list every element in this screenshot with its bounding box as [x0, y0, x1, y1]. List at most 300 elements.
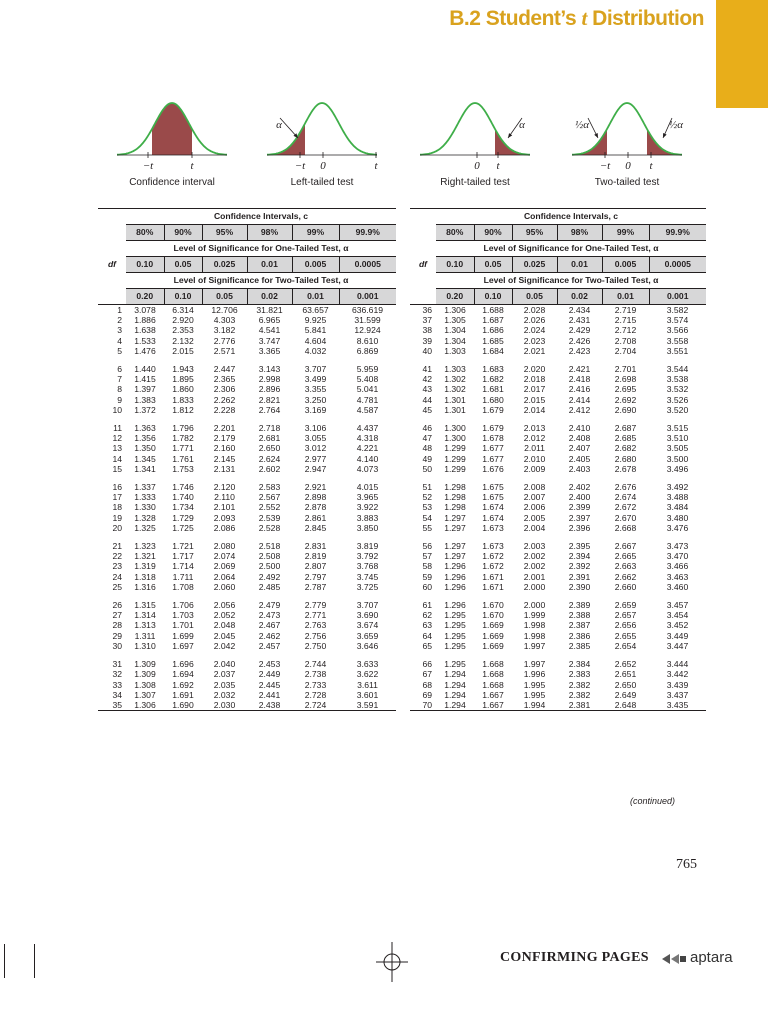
t-value: 2.431: [568, 315, 591, 326]
group-gap-cell: [98, 356, 396, 364]
two-tail-alpha-6: 0.001: [339, 289, 396, 305]
t-value: 1.294: [444, 669, 466, 680]
t-value: 1.299: [444, 443, 466, 454]
t-value: 3.510: [666, 433, 689, 444]
df-value: 62: [422, 610, 432, 621]
df-value: 36: [422, 305, 432, 315]
t-value: 2.353: [172, 325, 194, 336]
t-value: 1.998: [523, 630, 546, 641]
df-value: 7: [117, 374, 122, 385]
t-value: 1.686: [482, 325, 504, 336]
t-value: 2.382: [568, 679, 591, 690]
df-value: 40: [422, 345, 432, 356]
two-tail-alpha-5: 0.01: [602, 289, 649, 305]
df-value: 34: [112, 689, 122, 700]
t-value: 3.505: [666, 443, 689, 454]
t-value: 1.994: [512, 700, 557, 711]
two-tail-alpha-2: 0.10: [164, 289, 202, 305]
t-value: 2.539: [258, 512, 281, 523]
table-row: [410, 551, 706, 561]
t-value: 1.372: [134, 404, 156, 415]
t-value: 3.659: [356, 630, 379, 641]
t-value: 2.467: [258, 620, 281, 631]
t-value: 1.308: [134, 679, 156, 690]
t-value: 12.924: [354, 325, 381, 336]
t-value: 4.140: [356, 453, 379, 464]
t-value: 2.000: [523, 600, 546, 611]
t-value: 2.687: [614, 423, 637, 434]
t-value: 2.947: [304, 463, 327, 474]
normal-curve-2: [267, 103, 377, 155]
table-row: [98, 364, 396, 374]
t-value: 2.649: [614, 689, 637, 700]
alpha-arrow-left-label: α: [276, 119, 282, 131]
df-value: 39: [422, 335, 432, 346]
t-value: 3.250: [304, 394, 327, 405]
t-value: 2.657: [614, 610, 637, 621]
t-value: 2.977: [304, 453, 327, 464]
t-value: 6.314: [172, 305, 194, 315]
t-value: 1.833: [172, 394, 194, 405]
tick-label-4-1: −t: [599, 160, 611, 172]
t-table-right: [410, 208, 706, 711]
t-value: 2.583: [258, 482, 281, 493]
table-row: [98, 395, 396, 405]
t-value: 2.392: [568, 561, 591, 572]
t-value: 1.688: [482, 305, 504, 315]
t-value: 2.651: [614, 669, 637, 680]
t-value: 2.678: [614, 463, 637, 474]
one-tail-alpha-2: 0.05: [474, 257, 512, 273]
group-gap-cell: [410, 533, 706, 541]
t-value: 2.012: [523, 433, 546, 444]
one-tail-alpha-6: 0.0005: [339, 257, 396, 273]
df-value: 2: [117, 315, 122, 326]
df-value: 64: [422, 630, 432, 641]
t-value: 2.179: [213, 433, 236, 444]
t-value: 2.110: [214, 492, 235, 503]
t-value: 1.671: [482, 571, 504, 582]
t-value: 1.296: [444, 571, 466, 582]
t-value: 2.438: [247, 700, 292, 711]
t-value: 2.024: [523, 325, 546, 336]
t-value: 1.691: [172, 689, 194, 700]
t-value: 1.677: [482, 453, 504, 464]
df-value: 18: [112, 502, 122, 513]
t-value: 2.715: [614, 315, 637, 326]
t-value: 1.725: [172, 522, 194, 533]
t-value: 4.303: [213, 315, 236, 326]
df-value: 11: [113, 423, 122, 434]
df-value: 6: [117, 364, 122, 375]
t-value: 1.306: [444, 305, 466, 315]
df-value: 58: [422, 561, 432, 572]
t-value: 2.485: [258, 581, 281, 592]
t-value: 1.315: [134, 600, 156, 611]
t-value: 2.395: [568, 541, 591, 552]
t-value: 2.878: [304, 502, 327, 513]
df-value: 23: [112, 561, 122, 572]
t-value: 6.869: [356, 345, 379, 356]
t-value: 2.445: [258, 679, 281, 690]
table-row: [410, 395, 706, 405]
t-value: 2.017: [523, 384, 546, 395]
df-blank: [98, 209, 126, 225]
table-row: [98, 582, 396, 592]
t-value: 2.776: [213, 335, 236, 346]
t-value: 3.454: [666, 610, 689, 621]
table-row: [98, 541, 396, 551]
df-value: 38: [422, 325, 432, 336]
t-value: 2.763: [304, 620, 327, 631]
t-value: 2.069: [213, 561, 236, 572]
df-value: 15: [112, 463, 122, 474]
t-value: 2.648: [602, 700, 649, 711]
t-value: 1.296: [444, 561, 466, 572]
table-row: [98, 423, 396, 433]
df-value: 45: [422, 404, 432, 415]
table-row: [410, 423, 706, 433]
title-suffix: Distribution: [586, 7, 704, 30]
t-value: 1.295: [444, 630, 466, 641]
table-row: [98, 561, 396, 571]
t-value: 1.299: [444, 453, 466, 464]
t-value: 1.995: [523, 689, 546, 700]
t-value: 1.363: [134, 423, 156, 434]
two-tail-row: [410, 289, 706, 305]
table-row: [98, 384, 396, 394]
t-value: 2.449: [258, 669, 281, 680]
t-value: 1.298: [444, 502, 466, 513]
df-value: 17: [112, 492, 122, 503]
df-value: 30: [112, 640, 122, 651]
t-value: 2.403: [568, 463, 591, 474]
table-row: [410, 315, 706, 325]
table-row: [98, 523, 396, 533]
t-value: 2.473: [258, 610, 281, 621]
t-value: 2.738: [304, 669, 327, 680]
t-value: 3.538: [666, 374, 689, 385]
group-gap-cell: [98, 592, 396, 600]
t-value: 1.306: [126, 700, 164, 711]
t-value: 2.744: [304, 659, 327, 670]
t-value: 3.883: [356, 512, 379, 523]
t-value: 1.300: [444, 423, 466, 434]
t-value: 1.533: [134, 335, 156, 346]
table-row: [410, 454, 706, 464]
t-value: 3.707: [356, 600, 379, 611]
table-row: [410, 346, 706, 356]
t-value: 1.697: [172, 640, 194, 651]
t-value: 2.405: [568, 453, 591, 464]
t-value: 2.000: [523, 581, 546, 592]
one-tail-alpha-6: 0.0005: [649, 257, 706, 273]
table-row: [410, 405, 706, 415]
df-value: 19: [112, 512, 122, 523]
t-value: 3.437: [666, 689, 689, 700]
t-value: 2.462: [258, 630, 281, 641]
table-row: [98, 572, 396, 582]
t-value: 1.294: [436, 700, 474, 711]
t-value: 2.101: [213, 502, 236, 513]
t-value: 3.447: [666, 640, 689, 651]
t-value: 2.385: [568, 640, 591, 651]
table-row: [410, 610, 706, 620]
t-value: 1.307: [134, 689, 156, 700]
t-value: 3.601: [356, 689, 379, 700]
t-value: 2.663: [614, 561, 637, 572]
t-value: 2.712: [614, 325, 637, 336]
df-value: 3: [117, 325, 122, 336]
t-value: 2.602: [258, 463, 281, 474]
alpha-arrow-right-head: [508, 133, 512, 138]
t-value: 2.571: [213, 345, 236, 356]
group-gap-cell: [98, 533, 396, 541]
t-value: 2.921: [304, 482, 327, 493]
t-value: 3.500: [666, 453, 689, 464]
table-row: [98, 690, 396, 700]
t-value: 2.387: [568, 620, 591, 631]
t-value: 1.701: [172, 620, 194, 631]
t-value: 3.792: [356, 551, 379, 562]
t-value: 5.408: [356, 374, 379, 385]
t-value: 1.319: [134, 561, 156, 572]
t-value: 2.410: [568, 423, 591, 434]
table-row: [98, 336, 396, 346]
t-value: 3.922: [356, 502, 379, 513]
t-value: 31.821: [256, 305, 283, 315]
two-tail-header-row: [98, 273, 396, 289]
t-value: 2.132: [172, 335, 194, 346]
table-row: [98, 610, 396, 620]
t-value: 1.694: [172, 669, 194, 680]
table-row: [98, 620, 396, 630]
t-value: 2.650: [614, 679, 637, 690]
t-value: 1.297: [444, 551, 466, 562]
df-value: 14: [112, 453, 122, 464]
t-value: 1.638: [134, 325, 156, 336]
df-value: 53: [422, 502, 432, 513]
t-value: 3.355: [304, 384, 327, 395]
t-value: 3.492: [666, 482, 689, 493]
t-value: 3.707: [304, 364, 327, 375]
half-alpha-arrow-left-label: ½α: [574, 119, 590, 131]
t-value: 2.386: [568, 630, 591, 641]
t-value: 2.018: [523, 374, 546, 385]
continued-note: (continued): [630, 796, 676, 806]
t-value: 9.925: [304, 315, 327, 326]
t-value: 3.106: [304, 423, 327, 434]
one-tail-alpha-5: 0.005: [602, 257, 649, 273]
t-value: 3.544: [666, 364, 689, 375]
group-gap: [410, 533, 706, 541]
t-value: 2.797: [304, 571, 327, 582]
t-value: 1.997: [523, 659, 546, 670]
two-tail-row: [98, 289, 396, 305]
ci-level-2: 90%: [474, 225, 512, 241]
t-value: 6.965: [258, 315, 281, 326]
table-row: [410, 620, 706, 630]
table-row: [410, 631, 706, 641]
t-value: 2.701: [614, 364, 637, 375]
t-value: 3.499: [304, 374, 327, 385]
t-value: 2.400: [568, 492, 591, 503]
t-value: 2.650: [258, 443, 281, 454]
tick-label-1-1: −t: [142, 160, 154, 172]
t-value: 2.040: [213, 659, 236, 670]
t-value: 1.746: [172, 482, 194, 493]
t-value: 1.672: [482, 551, 504, 562]
t-value: 1.304: [444, 325, 466, 336]
t-value: 2.086: [213, 522, 236, 533]
table-row: [98, 405, 396, 415]
df-value: 13: [112, 443, 122, 454]
one-tail-row: [98, 257, 396, 273]
t-value: 1.345: [134, 453, 156, 464]
one-tail-header: Level of Significance for One-Tailed Test, α: [126, 241, 396, 257]
ci-level-4: 98%: [247, 225, 292, 241]
df-value: 54: [422, 512, 432, 523]
ci-level-1: 80%: [126, 225, 164, 241]
t-value: 3.473: [666, 541, 689, 552]
t-value: 1.298: [444, 482, 466, 493]
t-value: 1.690: [164, 700, 202, 711]
t-value: 2.750: [304, 640, 327, 651]
t-value: 1.303: [444, 364, 466, 375]
table-row: [98, 325, 396, 335]
table-row: [410, 336, 706, 346]
t-value: 1.675: [482, 492, 504, 503]
t-value: 2.042: [213, 640, 236, 651]
t-value: 2.037: [213, 669, 236, 680]
t-value: 2.060: [213, 581, 236, 592]
t-value: 2.383: [568, 669, 591, 680]
t-value: 2.228: [213, 404, 236, 415]
t-value: 1.669: [482, 640, 504, 651]
df-value: 47: [422, 433, 432, 444]
df-value: 44: [422, 394, 432, 405]
t-value: 2.032: [213, 689, 236, 700]
table-row: [98, 600, 396, 610]
table-row: [410, 443, 706, 453]
t-value: 2.056: [213, 600, 236, 611]
t-value: 1.295: [444, 640, 466, 651]
t-value: 1.995: [523, 679, 546, 690]
t-value: 2.001: [523, 571, 546, 582]
t-value: 2.807: [304, 561, 327, 572]
table-row: [98, 433, 396, 443]
t-value: 2.733: [304, 679, 327, 690]
t-value: 2.492: [258, 571, 281, 582]
t-value: 3.143: [258, 364, 281, 375]
df-value: 43: [422, 384, 432, 395]
t-value: 1.674: [482, 502, 504, 513]
t-value: 2.728: [304, 689, 327, 700]
table-row: [410, 325, 706, 335]
t-value: 2.052: [213, 610, 236, 621]
df-value: 60: [422, 581, 432, 592]
group-gap: [98, 474, 396, 482]
table-row: [410, 700, 706, 711]
df-blank: [98, 273, 126, 289]
group-gap-cell: [98, 415, 396, 423]
table-row: [410, 600, 706, 610]
group-gap: [98, 651, 396, 659]
t-value: 3.169: [304, 404, 327, 415]
t-value: 1.997: [523, 640, 546, 651]
t-value: 1.671: [482, 581, 504, 592]
t-value: 2.676: [614, 482, 637, 493]
table-row: [98, 680, 396, 690]
t-value: 2.567: [258, 492, 281, 503]
t-value: 1.299: [444, 463, 466, 474]
t-value: 2.006: [523, 502, 546, 513]
df-value: 9: [117, 394, 122, 405]
t-value: 2.093: [213, 512, 236, 523]
table-row: [98, 502, 396, 512]
t-value: 3.745: [356, 571, 379, 582]
t-value: 2.655: [614, 630, 637, 641]
t-value: 2.426: [568, 335, 591, 346]
t-value: 2.552: [258, 502, 281, 513]
two-tail-alpha-6: 0.001: [649, 289, 706, 305]
t-value: 3.965: [356, 492, 379, 503]
t-value: 2.690: [614, 404, 637, 415]
t-value: 2.394: [568, 551, 591, 562]
table-row: [410, 541, 706, 551]
t-value: 2.457: [258, 640, 281, 651]
ci-header-row: [410, 209, 706, 225]
t-value: 2.660: [614, 581, 637, 592]
t-value: 2.023: [523, 335, 546, 346]
t-value: 2.659: [614, 600, 637, 611]
table-row: [98, 631, 396, 641]
t-value: 2.003: [523, 541, 546, 552]
tick-label-1-2: t: [190, 160, 194, 172]
t-value: 4.781: [356, 394, 379, 405]
t-value: 3.078: [134, 305, 156, 315]
t-value: 1.321: [134, 551, 156, 562]
t-value: 1.311: [134, 630, 156, 641]
table-row: [98, 669, 396, 679]
t-value: 1.294: [444, 679, 466, 690]
table-row: [410, 364, 706, 374]
group-gap-cell: [98, 651, 396, 659]
t-value: 2.382: [568, 689, 591, 700]
t-value: 3.622: [356, 669, 379, 680]
t-value: 2.381: [557, 700, 602, 711]
t-value: 1.316: [134, 581, 156, 592]
df-label: df: [107, 259, 117, 269]
t-value: 3.488: [666, 492, 689, 503]
t-value: 2.389: [568, 600, 591, 611]
ci-level-6: 99.9%: [339, 225, 396, 241]
diagram-caption-4: Two-tailed test: [594, 177, 660, 188]
t-value: 1.318: [134, 571, 156, 582]
ci-level-5: 99%: [292, 225, 339, 241]
df-value: 68: [422, 679, 432, 690]
t-value: 1.886: [134, 315, 156, 326]
t-value: 2.920: [172, 315, 194, 326]
df-value: 63: [422, 620, 432, 631]
t-value: 2.306: [213, 384, 236, 395]
t-value: 2.500: [258, 561, 281, 572]
df-value: 26: [112, 600, 122, 611]
t-value: 2.414: [568, 394, 591, 405]
tail-area-4-2: [647, 129, 678, 155]
table-row: [410, 482, 706, 492]
t-value: 2.692: [614, 394, 637, 405]
